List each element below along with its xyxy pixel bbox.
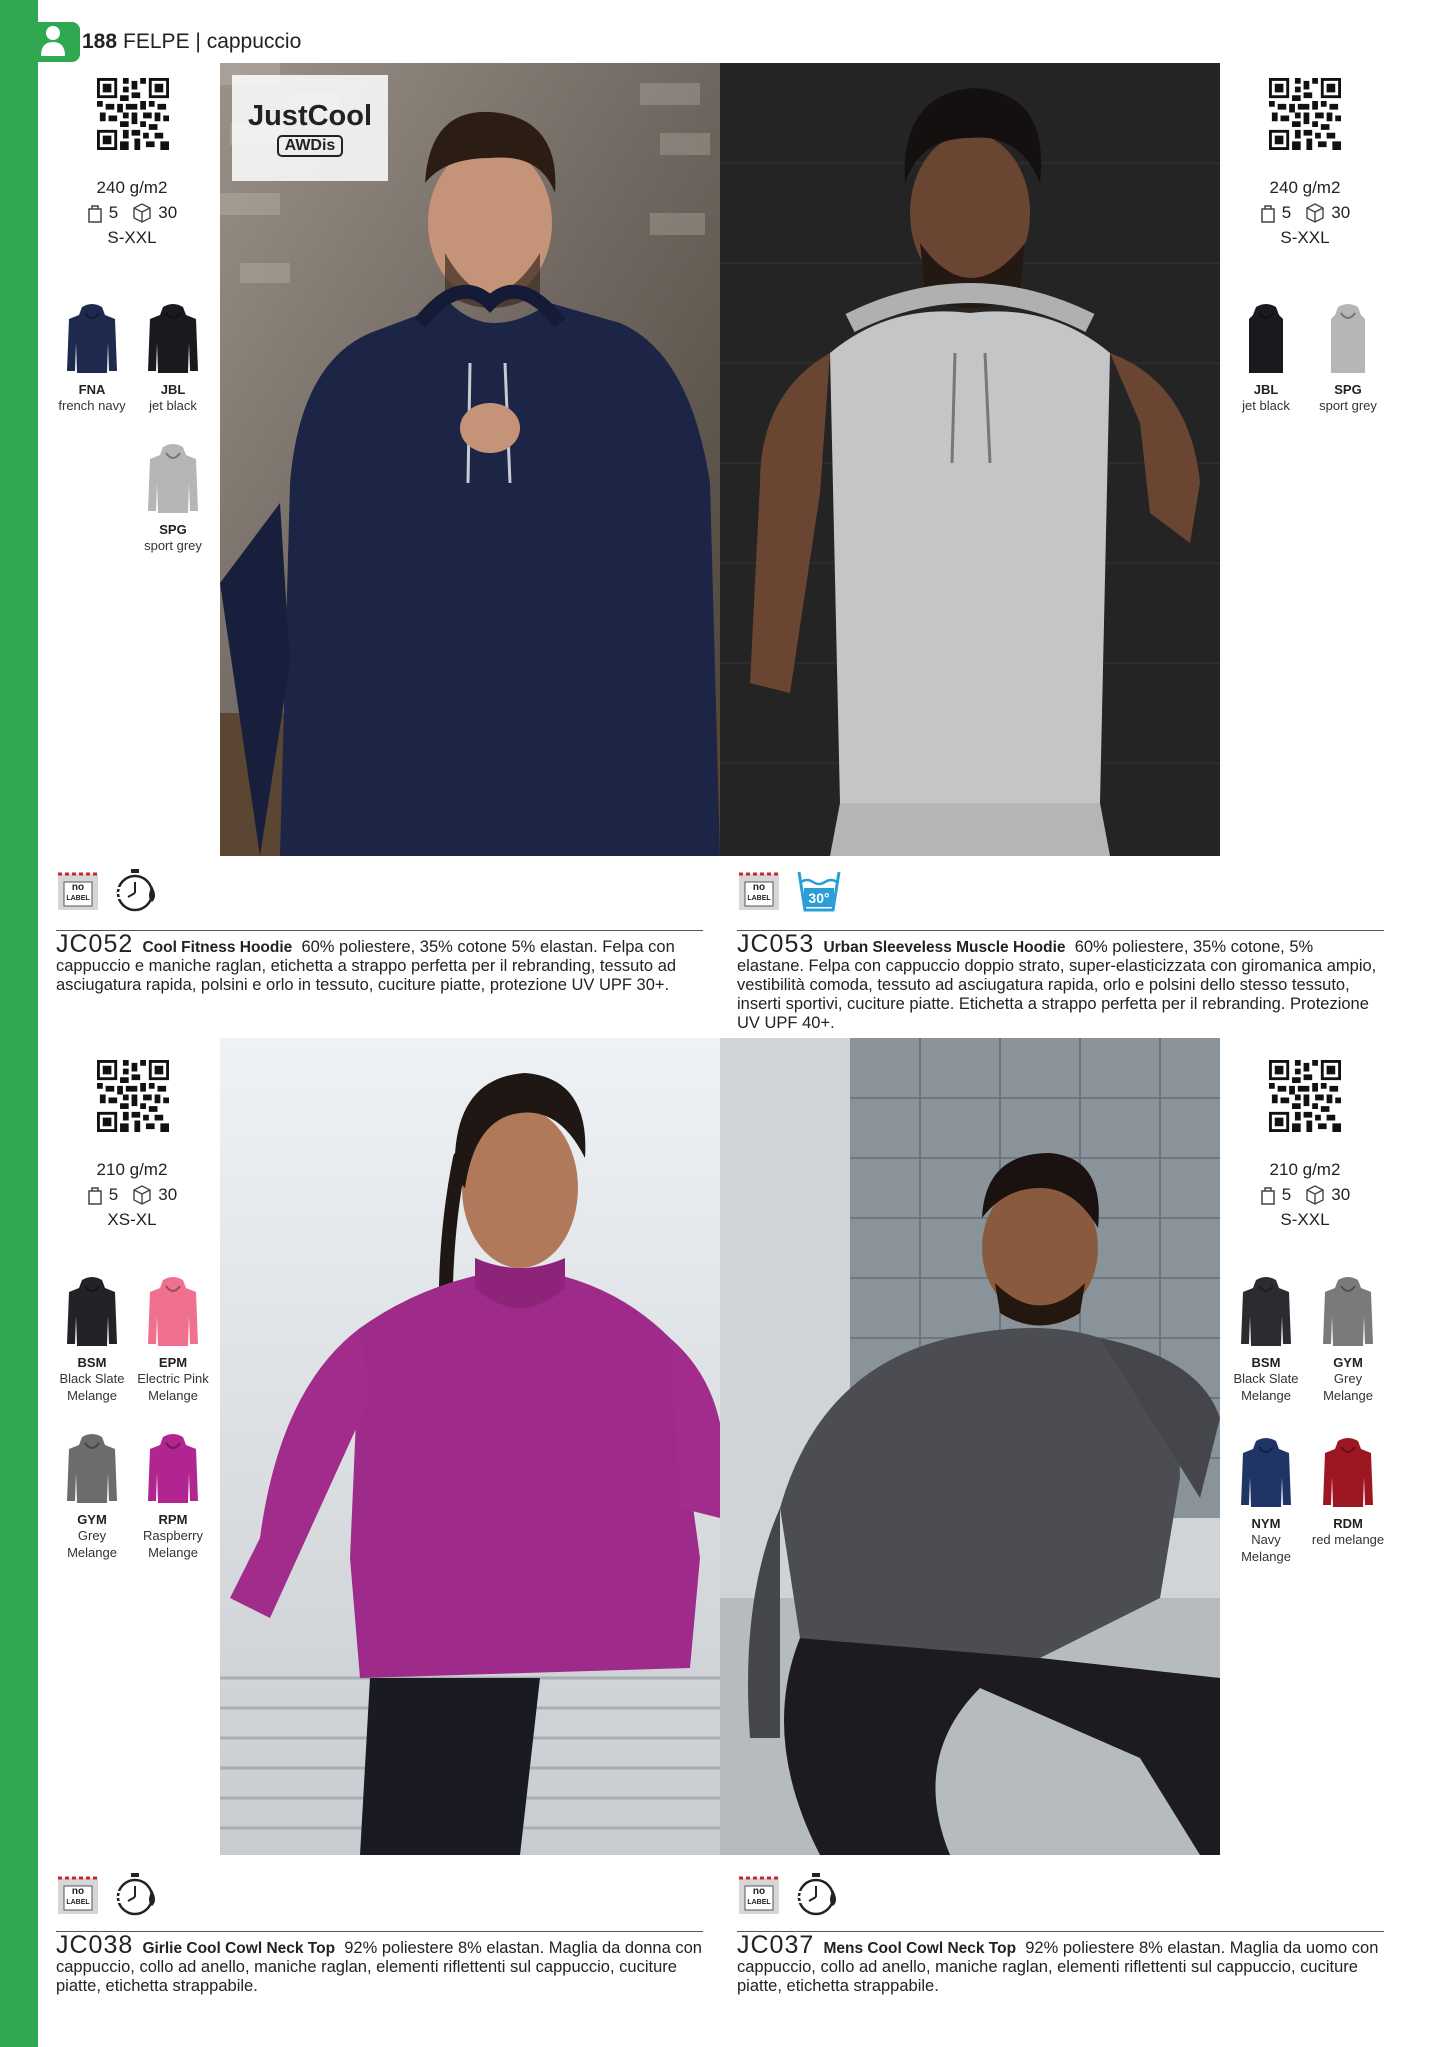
description-jc052	[56, 930, 703, 995]
description-jc037	[737, 1931, 1384, 1996]
swatch-name: Melange	[67, 1545, 117, 1560]
swatch-name: Navy	[1251, 1532, 1281, 1547]
care-icons-jc037	[737, 1870, 843, 1918]
swatch-name: Raspberry	[143, 1528, 203, 1543]
pack-qty: 5	[108, 203, 119, 222]
product-description: 60% poliestere, 35% cotone, 5% elastane. Felpa con cappuccio doppio strato, super-elasticizzata con giromanica ampio, vestibilità comoda, tessuto ad asciugatura rapida, orlo e polsini dello stesso tessuto, inserti sportivi, cuciture piatte. Etichetta a strappo perfetta per il rebranding. Protezione UV UPF 40+.	[737, 938, 1377, 1032]
divider	[737, 930, 1384, 931]
vest-swatch-icon	[1239, 303, 1293, 375]
product-title: Cool Fitness Hoodie	[142, 939, 293, 956]
swatch-name: Melange	[1241, 1549, 1291, 1564]
product-code: JC037	[737, 1931, 815, 1959]
swatch-gym[interactable]	[52, 1433, 132, 1561]
divider	[737, 1931, 1384, 1932]
care-icons-jc053	[737, 866, 843, 914]
box-icon	[132, 1185, 152, 1205]
box-icon	[132, 203, 152, 223]
description-jc053	[737, 930, 1384, 1033]
swatch-jbl[interactable]	[1226, 303, 1306, 414]
person-icon	[38, 24, 68, 58]
swatch-name: jet black	[149, 398, 197, 413]
qr-code-jc053[interactable]	[1269, 78, 1341, 150]
product-description: 92% poliestere 8% elastan. Maglia da donna con cappuccio, collo ad anello, maniche raglan, elementi riflettenti sul cappuccio, cuciture piatte, etichetta strappabile.	[56, 1939, 702, 1995]
hoodie-swatch-icon	[1239, 1437, 1293, 1509]
hoodie-swatch-icon	[1239, 1276, 1293, 1348]
box-qty: 30	[158, 203, 178, 222]
hoodie-swatch-icon	[1321, 1437, 1375, 1509]
wash-30-icon	[795, 866, 843, 914]
pack-bag-icon	[87, 1185, 103, 1205]
hoodie-swatch-icon	[65, 1433, 119, 1505]
swatch-name: Melange	[67, 1388, 117, 1403]
pack-bag-icon	[1260, 203, 1276, 223]
swatch-fna[interactable]	[52, 303, 132, 414]
qr-code-jc052[interactable]	[97, 78, 169, 150]
swatch-name: red melange	[1311, 1532, 1385, 1547]
pack-qty: 5	[108, 1185, 119, 1204]
quick-dry-icon	[795, 1870, 843, 1918]
weight: 210 g/m2	[96, 1160, 168, 1179]
swatch-code: SPG	[159, 522, 187, 537]
no-label-text: LABEL	[66, 1899, 90, 1906]
photo-jc037	[720, 1038, 1220, 1855]
hoodie-swatch-icon	[65, 303, 119, 375]
size-range: S-XXL	[107, 228, 157, 247]
brand-sub: AWDis	[277, 135, 344, 157]
hoodie-swatch-icon	[146, 303, 200, 375]
qr-code-jc037[interactable]	[1269, 1060, 1341, 1132]
swatch-code: SPG	[1334, 382, 1362, 397]
product-title: Mens Cool Cowl Neck Top	[823, 1940, 1017, 1957]
weight: 240 g/m2	[1269, 178, 1341, 197]
no-label-text: LABEL	[747, 1899, 771, 1906]
swatch-name: jet black	[1242, 398, 1290, 413]
swatch-name: Electric Pink	[137, 1371, 209, 1386]
swatch-rdm[interactable]	[1308, 1437, 1388, 1548]
box-qty: 30	[158, 1185, 178, 1204]
swatch-spg[interactable]	[133, 443, 213, 554]
box-icon	[1305, 203, 1325, 223]
swatch-code: RPM	[158, 1512, 188, 1527]
photo-jc052-illustration	[220, 63, 720, 856]
product-description: 92% poliestere 8% elastan. Maglia da uomo con cappuccio, collo ad anello, maniche raglan, elementi riflettenti sul cappuccio, cuciture piatte, etichetta strappabile.	[737, 1939, 1379, 1995]
hoodie-swatch-icon	[1321, 1276, 1375, 1348]
spec-jc038	[57, 1160, 207, 1230]
swatch-code: JBL	[160, 382, 186, 397]
pack-bag-icon	[1260, 1185, 1276, 1205]
product-code: JC053	[737, 930, 815, 958]
pack-bag-icon	[87, 203, 103, 223]
swatch-name: Grey	[77, 1528, 107, 1543]
swatch-code: BSM	[1251, 1355, 1281, 1370]
size-range: S-XXL	[1280, 228, 1330, 247]
spec-jc037	[1230, 1160, 1380, 1230]
swatch-name: sport grey	[1319, 398, 1377, 413]
swatch-name: Melange	[148, 1388, 198, 1403]
no-label-text: no	[752, 882, 766, 893]
no-label-text: no	[71, 1886, 85, 1897]
swatch-name: Grey	[1333, 1371, 1363, 1386]
photo-jc037-illustration	[720, 1038, 1220, 1855]
justcool-logo	[232, 75, 388, 181]
size-range: XS-XL	[107, 1210, 157, 1229]
swatch-name: Black Slate	[1233, 1371, 1299, 1386]
spec-jc053	[1230, 178, 1380, 248]
spec-jc052	[57, 178, 207, 248]
hoodie-swatch-icon	[65, 1276, 119, 1348]
swatch-name: Melange	[148, 1545, 198, 1560]
swatch-code: GYM	[77, 1512, 107, 1527]
swatch-name: french navy	[58, 398, 126, 413]
care-icons-jc052	[56, 866, 162, 914]
wash-temp: 30°	[808, 890, 830, 906]
swatch-name: Melange	[1323, 1388, 1373, 1403]
photo-jc038	[220, 1038, 720, 1855]
vest-swatch-icon	[1321, 303, 1375, 375]
no-label-icon	[56, 1872, 100, 1916]
quick-dry-icon	[114, 1870, 162, 1918]
swatch-spg[interactable]	[1308, 303, 1388, 414]
no-label-icon	[737, 1872, 781, 1916]
no-label-icon	[737, 868, 781, 912]
care-icons-jc038	[56, 1870, 162, 1918]
page-number: 188	[82, 30, 118, 53]
pack-qty: 5	[1281, 1185, 1292, 1204]
hoodie-swatch-icon	[146, 1276, 200, 1348]
product-title: Urban Sleeveless Muscle Hoodie	[823, 939, 1066, 956]
photo-jc053-illustration	[720, 63, 1220, 856]
no-label-text: no	[71, 882, 85, 893]
box-qty: 30	[1331, 203, 1351, 222]
photo-jc052	[220, 63, 720, 856]
swatch-code: FNA	[78, 382, 106, 397]
qr-code-jc038[interactable]	[97, 1060, 169, 1132]
swatch-rpm[interactable]	[133, 1433, 213, 1561]
brand-name: JustCool	[247, 99, 373, 132]
swatch-bsm[interactable]	[1226, 1276, 1306, 1404]
divider	[56, 930, 703, 931]
product-code: JC038	[56, 1931, 134, 1959]
product-description: 60% poliestere, 35% cotone 5% elastan. Felpa con cappuccio e maniche raglan, etichetta a strappo perfetta per il rebranding, tessuto ad asciugatura rapida, polsini e orlo in tessuto, cuciture piatte, protezione UV UPF 30+.	[56, 938, 677, 994]
box-icon	[1305, 1185, 1325, 1205]
divider	[56, 1931, 703, 1932]
section-title: FELPE | cappuccio	[123, 30, 302, 53]
description-jc038	[56, 1931, 703, 1996]
swatch-code: NYM	[1251, 1516, 1281, 1531]
swatch-code: GYM	[1333, 1355, 1363, 1370]
weight: 240 g/m2	[96, 178, 168, 197]
swatch-name: sport grey	[144, 538, 202, 553]
swatch-name: Melange	[1241, 1388, 1291, 1403]
swatch-nym[interactable]	[1226, 1437, 1306, 1565]
no-label-text: LABEL	[747, 895, 771, 902]
swatch-name: Black Slate	[59, 1371, 125, 1386]
swatch-code: JBL	[1253, 382, 1279, 397]
swatch-jbl[interactable]	[133, 303, 213, 414]
no-label-text: no	[752, 1886, 766, 1897]
no-label-icon	[56, 868, 100, 912]
swatch-epm[interactable]	[133, 1276, 213, 1404]
swatch-bsm[interactable]	[52, 1276, 132, 1404]
weight: 210 g/m2	[1269, 1160, 1341, 1179]
photo-jc038-illustration	[220, 1038, 720, 1855]
hoodie-swatch-icon	[146, 443, 200, 515]
size-range: S-XXL	[1280, 1210, 1330, 1229]
box-qty: 30	[1331, 1185, 1351, 1204]
quick-dry-icon	[114, 866, 162, 914]
product-code: JC052	[56, 930, 134, 958]
hoodie-swatch-icon	[146, 1433, 200, 1505]
product-title: Girlie Cool Cowl Neck Top	[142, 1940, 336, 1957]
side-accent-bar	[0, 0, 38, 2047]
page-header	[42, 30, 301, 54]
swatch-code: RDM	[1333, 1516, 1363, 1531]
pack-qty: 5	[1281, 203, 1292, 222]
swatch-code: EPM	[158, 1355, 188, 1370]
swatch-gym[interactable]	[1308, 1276, 1388, 1404]
photo-jc053	[720, 63, 1220, 856]
swatch-code: BSM	[77, 1355, 107, 1370]
no-label-text: LABEL	[66, 895, 90, 902]
